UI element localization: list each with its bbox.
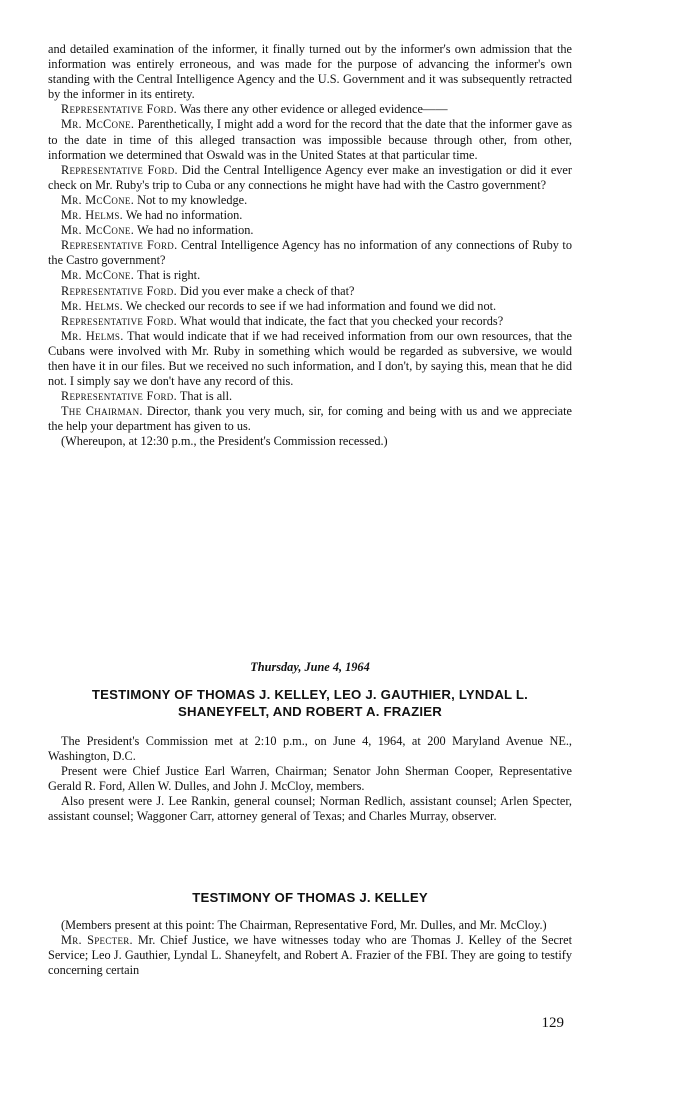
heading-line: SHANEYFELT, AND ROBERT A. FRAZIER [178,704,442,719]
paragraph [48,208,572,223]
paragraph [48,389,572,404]
speaker: Representative Ford. [61,102,177,117]
speaker: Mr. McCone. [61,268,135,283]
upper-text [48,42,572,450]
paragraph [48,404,572,434]
heading-line: TESTIMONY OF THOMAS J. KELLEY, LEO J. GAUTHIER, LYNDAL L. [91,687,529,702]
speech: We checked our records to see if we had information and found we did not. [123,298,497,313]
session-date: Thursday, June 4, 1964 [250,660,370,674]
speaker: Mr. McCone. [61,192,135,207]
speaker: Representative Ford. [61,389,177,404]
speaker: Representative Ford. [61,313,177,328]
speech: We had no information. [134,223,254,238]
speech: Parenthetically, I might add a word for the record that the date that the informer gave as to the date in time of this alleged transaction was impossible because through other, from other, information we determined that Oswald was in the United States at that particular time. [48,117,572,162]
speaker: Representative Ford. [61,238,178,253]
speaker: Representative Ford. [61,283,177,298]
speech: Central Intelligence Agency has no information of any connections of Ruby to the Castro government? [48,238,573,268]
speech: That would indicate that if we had received information from our own resources, that the Cubans were involved with Mr. Ruby in something which would be regarded as subversive, we would then have it in our files. But we received no such information, and I don't, by saying this, mean that he did not. I simply say we don't have any record of this. [48,328,572,389]
paragraph [48,102,572,117]
speech: Not to my knowledge. [134,192,248,207]
speech: We had no information. [123,208,243,223]
paragraph: The President's Commission met at 2:10 p.m., on June 4, 1964, at 200 Maryland Avenue NE., Washington, D.C. [48,734,572,764]
paragraph [48,117,572,162]
speaker: Mr. Helms. [61,208,124,223]
speaker: Mr. McCone. [61,223,135,238]
paragraph: Also present were J. Lee Rankin, general counsel; Norman Redlich, assistant counsel; Arlen Specter, assistant counsel; Waggoner Carr, attorney general of Texas; and Charles Murray, observer. [48,794,572,824]
paragraph [48,299,572,314]
speaker: Mr. Specter. [61,933,133,948]
paragraph [48,284,572,299]
speech: Was there any other evidence or alleged evidence—— [176,102,448,117]
speech: Mr. Chief Justice, we have witnesses today who are Thomas J. Kelley of the Secret Service; Leo J. Gauthier, Lyndal L. Shaneyfelt, and Robert A. Frazier of the FBI. They are going to testify concerning certain [48,933,572,978]
paragraph [48,329,572,389]
paragraph [48,314,572,329]
testimony-text [48,918,572,978]
speaker: The Chairman. [61,404,143,419]
paragraph [48,933,572,978]
speaker: Mr. Helms. [61,298,124,313]
speaker: Mr. McCone. [61,117,135,132]
speech: That is all. [176,389,233,404]
paragraph: Present were Chief Justice Earl Warren, Chairman; Senator John Sherman Cooper, Representative Gerald R. Ford, Allen W. Dulles, and John J. McCloy, members. [48,764,572,794]
paragraph [48,238,572,268]
testimony-heading: TESTIMONY OF THOMAS J. KELLEY [192,890,428,905]
paragraph: (Members present at this point: The Chairman, Representative Ford, Mr. Dulles, and Mr. McCloy.) [61,918,547,932]
session-intro [48,734,572,825]
paragraph [48,268,572,283]
recess-note: (Whereupon, at 12:30 p.m., the President's Commission recessed.) [61,434,388,449]
section-heading [48,686,572,720]
paragraph [48,193,572,208]
speaker: Representative Ford. [61,162,178,177]
speech: What would that indicate, the fact that you checked your records? [176,313,504,328]
speech: Did the Central Intelligence Agency ever make an investigation or did it ever check on Mr. Ruby's trip to Cuba or any connections he might have had with the Castro government? [48,162,572,192]
speech: That is right. [134,268,201,283]
paragraph: and detailed examination of the informer, it finally turned out by the informer's own admission that the information was entirely erroneous, and was made for the purpose of advancing the informer's own standing with the Central Intelligence Agency and the U.S. Government and it was subsequently retracted by the informer in its entirety. [48,42,572,102]
speech: Director, thank you very much, sir, for coming and being with us and we appreciate the help your department has given to us. [48,404,572,434]
paragraph [48,163,572,193]
paragraph [48,223,572,238]
page-number: 129 [541,1015,564,1031]
speech: Did you ever make a check of that? [176,283,355,298]
speaker: Mr. Helms. [61,328,124,343]
